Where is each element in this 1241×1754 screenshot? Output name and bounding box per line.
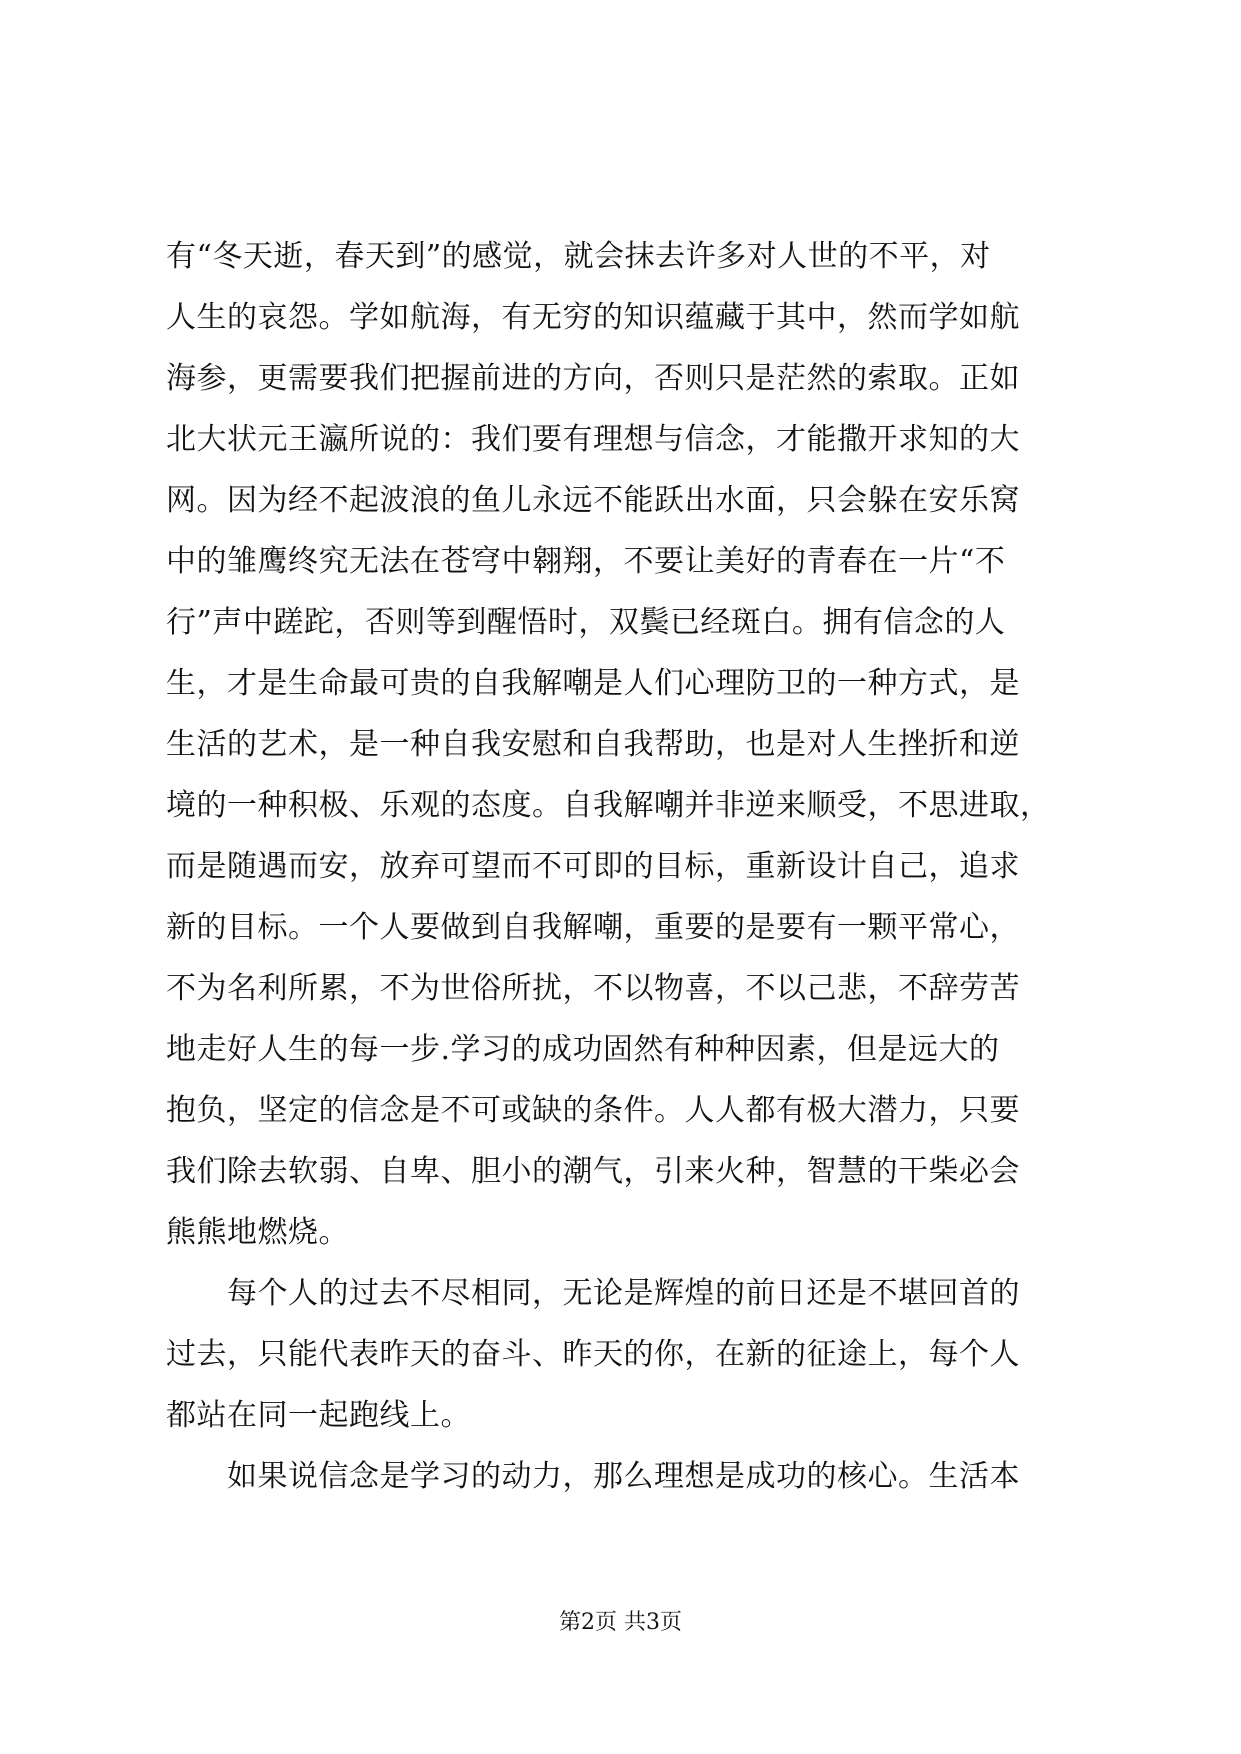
text-line: 地走好人生的每一步.学习的成功固然有种种因素，但是远大的 [166, 1032, 1000, 1067]
page-footer: 第2页 共3页 [559, 1610, 682, 1635]
text-line: 新的目标。一个人要做到自我解嘲，重要的是要有一颗平常心， [166, 910, 1020, 945]
text-line: 我们除去软弱、自卑、胆小的潮气，引来火种，智慧的干柴必会 [166, 1154, 1020, 1189]
body-text [166, 226, 1078, 1507]
text-line: 每个人的过去不尽相同，无论是辉煌的前日还是不堪回首的 [166, 1276, 1020, 1311]
text-line: 抱负，坚定的信念是不可或缺的条件。人人都有极大潜力，只要 [166, 1093, 1020, 1128]
text-line: 有“冬天逝，春天到”的感觉，就会抹去许多对人世的不平，对 [166, 239, 991, 274]
text-line: 过去，只能代表昨天的奋斗、昨天的你，在新的征途上，每个人 [166, 1337, 1020, 1372]
text-line: 网。因为经不起波浪的鱼儿永远不能跃出水面，只会躲在安乐窝 [166, 483, 1020, 518]
text-line: 海参，更需要我们把握前进的方向，否则只是茫然的索取。正如 [166, 361, 1020, 396]
text-line: 不为名利所累，不为世俗所扰，不以物喜，不以己悲，不辞劳苦 [166, 971, 1020, 1006]
text-line: 如果说信念是学习的动力，那么理想是成功的核心。生活本 [166, 1459, 1020, 1494]
text-line: 人生的哀怨。学如航海，有无穷的知识蕴藏于其中，然而学如航 [166, 300, 1020, 335]
text-line: 都站在同一起跑线上。 [166, 1398, 471, 1433]
text-line: 而是随遇而安，放弃可望而不可即的目标，重新设计自己，追求 [166, 849, 1020, 884]
text-line: 生，才是生命最可贵的自我解嘲是人们心理防卫的一种方式，是 [166, 666, 1020, 701]
text-line: 中的雏鹰终究无法在苍穹中翱翔，不要让美好的青春在一片“不 [166, 544, 1006, 579]
text-line: 北大状元王瀛所说的：我们要有理想与信念，才能撒开求知的大 [166, 422, 1020, 457]
text-line: 行”声中蹉跎，否则等到醒悟时，双鬓已经斑白。拥有信念的人 [166, 605, 1006, 640]
text-line: 生活的艺术，是一种自我安慰和自我帮助，也是对人生挫折和逆 [166, 727, 1020, 762]
text-line: 境的一种积极、乐观的态度。自我解嘲并非逆来顺受，不思进取， [166, 788, 1051, 823]
text-line: 熊熊地燃烧。 [166, 1215, 349, 1250]
